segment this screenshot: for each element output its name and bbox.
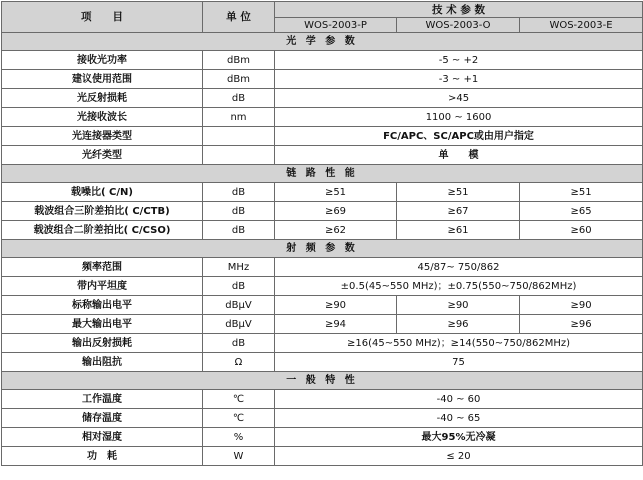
value-o: ≥96 (397, 315, 520, 334)
model-o: WOS-2003-O (397, 18, 520, 33)
table-row (2, 51, 643, 70)
param-unit (203, 146, 275, 165)
param-value: 75 (275, 353, 643, 372)
value-p: ≥69 (275, 202, 397, 221)
value-p: ≥94 (275, 315, 397, 334)
table-row (2, 183, 643, 202)
value-e: ≥60 (520, 221, 643, 240)
param-name: 载波组合三阶差拍比( C/CTB) (2, 202, 203, 221)
param-unit: MHz (203, 258, 275, 277)
param-name: 功 耗 (2, 447, 203, 466)
param-value: 45/87~ 750/862 (275, 258, 643, 277)
param-unit: dB (203, 334, 275, 353)
value-p: ≥51 (275, 183, 397, 202)
param-name: 相对湿度 (2, 428, 203, 447)
param-name: 光连接器类型 (2, 127, 203, 146)
param-name: 接收光功率 (2, 51, 203, 70)
param-unit: dB (203, 202, 275, 221)
param-value: 1100 ~ 1600 (275, 108, 643, 127)
header-tech-params: 技 术 参 数 (275, 2, 643, 18)
param-name: 输出阻抗 (2, 353, 203, 372)
param-name: 输出反射损耗 (2, 334, 203, 353)
spec-table (1, 1, 643, 466)
param-name: 光接收波长 (2, 108, 203, 127)
table-row (2, 221, 643, 240)
param-unit: dB (203, 89, 275, 108)
param-name: 载噪比( C/N) (2, 183, 203, 202)
table-row (2, 89, 643, 108)
table-row (2, 447, 643, 466)
param-value: FC/APC、SC/APC或由用户指定 (275, 127, 643, 146)
param-value: ±0.5(45~550 MHz)；±0.75(550~750/862MHz) (275, 277, 643, 296)
param-value: -5 ~ +2 (275, 51, 643, 70)
value-e: ≥96 (520, 315, 643, 334)
header-row (2, 2, 643, 18)
param-value: 最大95%无冷凝 (275, 428, 643, 447)
param-unit: dB (203, 277, 275, 296)
param-unit: Ω (203, 353, 275, 372)
param-name: 光反射损耗 (2, 89, 203, 108)
param-name: 最大输出电平 (2, 315, 203, 334)
param-value: ≥16(45~550 MHz)；≥14(550~750/862MHz) (275, 334, 643, 353)
param-unit: dB (203, 183, 275, 202)
table-row (2, 146, 643, 165)
value-p: ≥90 (275, 296, 397, 315)
param-unit: ℃ (203, 390, 275, 409)
table-row (2, 277, 643, 296)
table-row (2, 353, 643, 372)
param-value: -40 ~ 65 (275, 409, 643, 428)
param-name: 标称输出电平 (2, 296, 203, 315)
table-row (2, 334, 643, 353)
param-unit: nm (203, 108, 275, 127)
model-e: WOS-2003-E (520, 18, 643, 33)
section-rf (2, 240, 643, 258)
section-general (2, 372, 643, 390)
param-unit: ℃ (203, 409, 275, 428)
param-name: 载波组合二阶差拍比( C/CSO) (2, 221, 203, 240)
param-name: 光纤类型 (2, 146, 203, 165)
section-title: 链 路 性 能 (2, 165, 643, 183)
param-unit (203, 127, 275, 146)
table-row (2, 108, 643, 127)
table-row (2, 315, 643, 334)
param-unit: dB (203, 221, 275, 240)
section-optical (2, 33, 643, 51)
table-row (2, 202, 643, 221)
value-p: ≥62 (275, 221, 397, 240)
param-value: ≤ 20 (275, 447, 643, 466)
section-title: 光 学 参 数 (2, 33, 643, 51)
param-unit: dBm (203, 51, 275, 70)
table-row (2, 258, 643, 277)
value-o: ≥67 (397, 202, 520, 221)
table-row (2, 70, 643, 89)
param-value: >45 (275, 89, 643, 108)
param-value: -3 ~ +1 (275, 70, 643, 89)
param-unit: W (203, 447, 275, 466)
header-unit: 单 位 (203, 2, 275, 33)
value-e: ≥90 (520, 296, 643, 315)
value-e: ≥65 (520, 202, 643, 221)
param-unit: dBm (203, 70, 275, 89)
table-row (2, 390, 643, 409)
param-name: 储存温度 (2, 409, 203, 428)
section-title: 一 般 特 性 (2, 372, 643, 390)
section-link (2, 165, 643, 183)
param-value: 单 模 (275, 146, 643, 165)
header-item: 项 目 (2, 2, 203, 33)
param-name: 频率范围 (2, 258, 203, 277)
value-o: ≥90 (397, 296, 520, 315)
param-unit: dBμV (203, 315, 275, 334)
model-p: WOS-2003-P (275, 18, 397, 33)
value-o: ≥61 (397, 221, 520, 240)
table-row (2, 409, 643, 428)
value-o: ≥51 (397, 183, 520, 202)
table-row (2, 127, 643, 146)
param-unit: dBμV (203, 296, 275, 315)
section-title: 射 频 参 数 (2, 240, 643, 258)
param-name: 建议使用范围 (2, 70, 203, 89)
value-e: ≥51 (520, 183, 643, 202)
param-name: 带内平坦度 (2, 277, 203, 296)
param-unit: % (203, 428, 275, 447)
param-name: 工作温度 (2, 390, 203, 409)
table-row (2, 296, 643, 315)
table-row (2, 428, 643, 447)
param-value: -40 ~ 60 (275, 390, 643, 409)
